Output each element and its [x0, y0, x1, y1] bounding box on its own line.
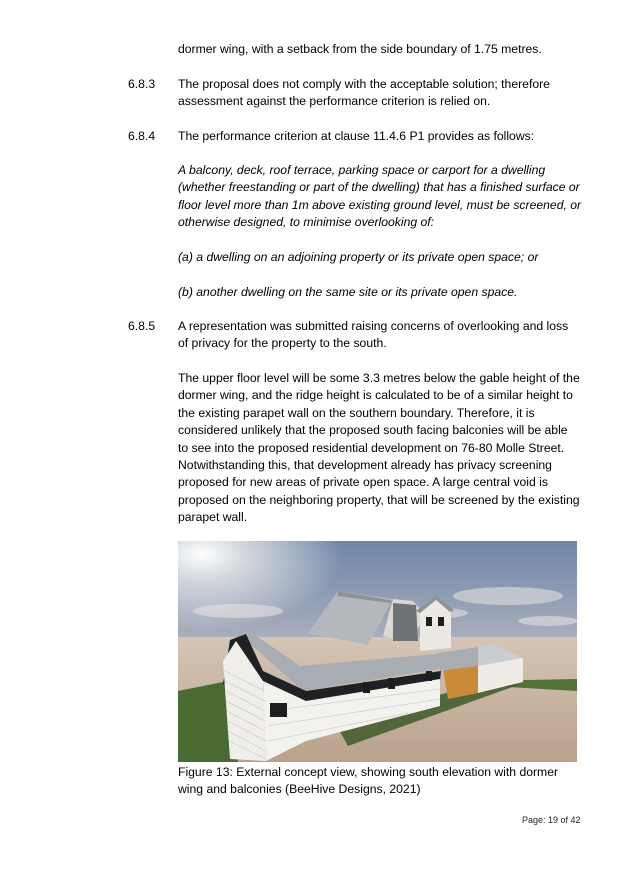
criterion-item-b: (b) another dwelling on the same site or its private open space.	[178, 285, 518, 299]
section-number-6-8-5: 6.8.5	[128, 319, 156, 333]
section-text-6-8-3: The proposal does not comply with the acceptable solution; therefore assessment against the performance criterion is relied on.	[178, 77, 550, 109]
house-render-illustration	[178, 541, 577, 762]
window-2	[363, 682, 370, 693]
discussion-paragraph: The upper floor level will be some 3.3 metres below the gable height of the dormer wing, and the ridge height is calculated to be of a similar height to the existing parapet wall on the southern boundary. Therefore, it is considered unlikely that the proposed south facing balconies will be able to see into the proposed residential development on 76-80 Molle Street. Notwithstanding this, that development already has privacy screening proposed for new areas of private open space. A large central void is proposed on the neighboring property, that will be screened by the existing parapet wall.	[178, 371, 580, 525]
section-text-6-8-4: The performance criterion at clause 11.4.6 P1 provides as follows:	[178, 129, 535, 143]
section-text-6-8-5: A representation was submitted raising concerns of overlooking and loss of privacy for the property to the south.	[178, 319, 569, 351]
section-number-6-8-4: 6.8.4	[128, 129, 156, 143]
continuation-text: dormer wing, with a setback from the side boundary of 1.75 metres.	[178, 42, 542, 56]
window-3	[388, 678, 395, 689]
figure-caption: Figure 13: External concept view, showing south elevation with dormer wing and balconies (BeeHive Designs, 2021)	[178, 765, 559, 797]
section-number-6-8-3: 6.8.3	[128, 77, 156, 91]
quoted-criterion: A balcony, deck, roof terrace, parking space or carport for a dwelling (whether freestanding or part of the dwelling) that has a finished surface or floor level more than 1m above existing ground level, must be screened, or otherwise designed, to minimise overlooking of:	[178, 163, 582, 230]
page-number: Page: 19 of 42	[522, 815, 581, 825]
window-4	[426, 671, 432, 681]
criterion-item-a: (a) a dwelling on an adjoining property or its private open space; or	[178, 250, 539, 264]
window-1	[270, 703, 287, 717]
figure-13-render	[178, 541, 577, 762]
